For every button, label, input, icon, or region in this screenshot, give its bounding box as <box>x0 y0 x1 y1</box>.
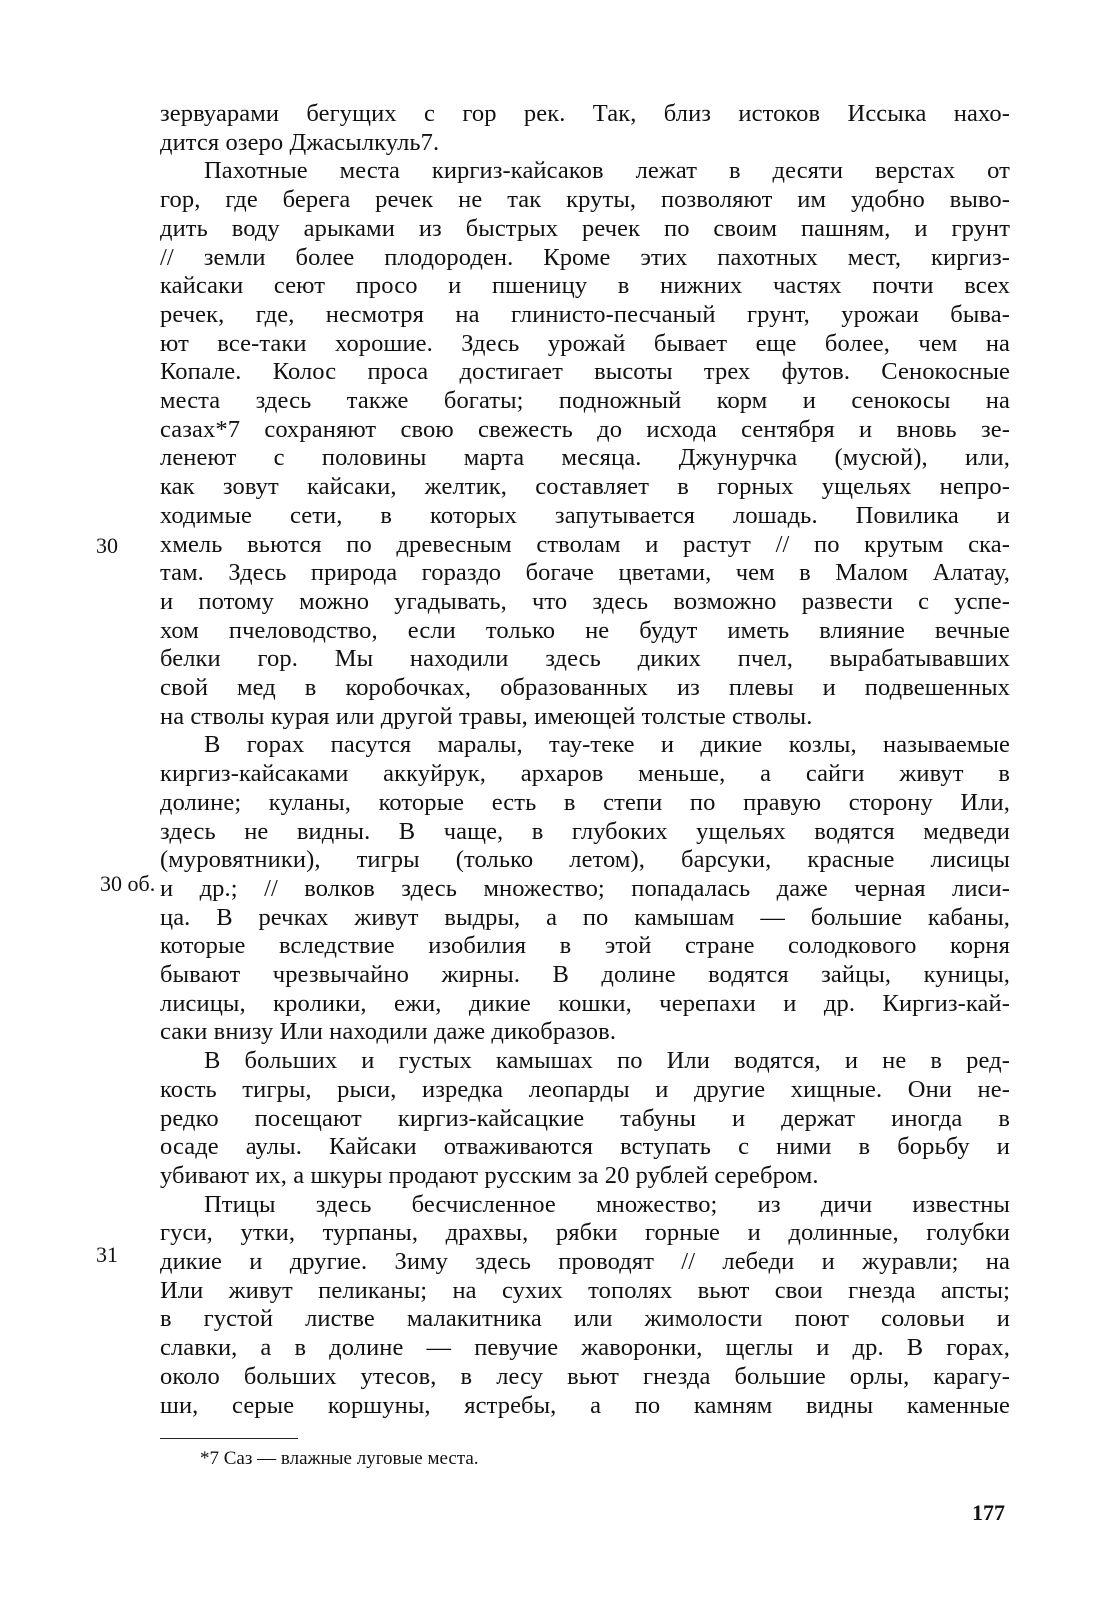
text-line: Птицы здесь бесчисленное множество; из дичи известны <box>204 1190 1010 1218</box>
text-line: дится озеро Джасылкуль7. <box>160 128 440 156</box>
text-line: около больших утесов, в лесу вьют гнезда большие орлы, карагу- <box>160 1362 1010 1390</box>
text-line: гуси, утки, турпаны, драхвы, рябки горные и долинные, голубки <box>160 1219 1010 1247</box>
text-line: дить воду арыками из быстрых речек по своим пашням, и грунт <box>160 214 1010 242</box>
text-line: которые вследствие изобилия в этой стране солодкового корня <box>160 932 1010 960</box>
text-line: ца. В речках живут выдры, а по камышам — большие кабаны, <box>160 903 1010 931</box>
text-line: ют все-таки хорошие. Здесь урожай бывает еще более, чем на <box>160 329 1010 357</box>
text-line: кость тигры, рыси, изредка леопарды и другие хищные. Они не- <box>160 1075 1010 1103</box>
text-line: там. Здесь природа гораздо богаче цветами, чем в Малом Алатау, <box>160 559 1010 587</box>
text-line: В больших и густых камышах по Или водятся, и не в ред- <box>204 1047 1010 1075</box>
text-line: в густой листве малакитника или жимолости поют соловьи и <box>160 1305 1010 1333</box>
text-line: В горах пасутся маралы, тау-теке и дикие козлы, называемые <box>204 731 1010 759</box>
text-line: долине; куланы, которые есть в степи по правую сторону Или, <box>160 788 1010 816</box>
text-line: речек, где, несмотря на глинисто-песчаный грунт, урожаи быва- <box>160 300 1010 328</box>
text-line: сазах*7 сохраняют свою свежесть до исхода сентября и вновь зе- <box>160 415 1010 443</box>
text-line: ходимые сети, в которых запутывается лошадь. Повилика и <box>160 501 1010 529</box>
text-line: киргиз-кайсаками аккуйрук, архаров меньше, а сайги живут в <box>160 760 1010 788</box>
text-line: белки гор. Мы находили здесь диких пчел, вырабатывавших <box>160 645 1010 673</box>
text-line: на стволы курая или другой травы, имеющей толстые стволы. <box>160 702 813 730</box>
text-line: ши, серые коршуны, ястребы, а по камням видны каменные <box>160 1391 1010 1419</box>
text-line: лисицы, кролики, ежи, дикие кошки, черепахи и др. Киргиз-кай- <box>160 989 1010 1017</box>
text-line: убивают их, а шкуры продают русским за 20 рублей серебром. <box>160 1161 819 1189</box>
text-line: славки, а в долине — певучие жаворонки, щеглы и др. В горах, <box>160 1334 1010 1362</box>
text-line: здесь не видны. В чаще, в глубоких ущельях водятся медведи <box>160 817 1010 845</box>
text-line: дикие и другие. Зиму здесь проводят // лебеди и журавли; на <box>160 1248 1010 1275</box>
text-line: ленеют с половины марта месяца. Джунурчка (мусюй), или, <box>160 444 1010 472</box>
text-line: саки внизу Или находили даже дикобразов. <box>160 1018 617 1046</box>
text-line: зервуарами бегущих с гор рек. Так, близ истоков Иссыка нахо- <box>160 100 1010 127</box>
margin-number: 31 <box>96 1242 118 1267</box>
margin-number: 30 <box>96 533 118 558</box>
text-line: свой мед в коробочках, образованных из плевы и подвешенных <box>160 674 1010 701</box>
text-line: осаде аулы. Кайсаки отваживаются вступать с ними в борьбу и <box>160 1133 1010 1161</box>
text-line: Копале. Колос проса достигает высоты трех футов. Сенокосные <box>160 358 1010 386</box>
text-line: и потому можно угадывать, что здесь возможно развести с успе- <box>160 587 1010 615</box>
text-line: Пахотные места киргиз-кайсаков лежат в десяти верстах от <box>204 157 1010 185</box>
text-line: кайсаки сеют просо и пшеницу в нижних частях почти всех <box>160 272 1010 300</box>
text-line: Или живут пеликаны; на сухих тополях вьют свои гнезда апсты; <box>160 1276 1010 1304</box>
footnote-divider <box>160 1438 298 1439</box>
text-line: бывают чрезвычайно жирны. В долине водятся зайцы, куницы, <box>160 961 1010 988</box>
text-line: как зовут кайсаки, желтик, составляет в горных ущельях непро- <box>160 473 1010 501</box>
text-line: (муровятники), тигры (только летом), барсуки, красные лисицы <box>160 846 1010 874</box>
page-number: 177 <box>972 1500 1005 1525</box>
text-line: редко посещают киргиз-кайсацкие табуны и держат иногда в <box>160 1104 1010 1132</box>
text-line: // земли более плодороден. Кроме этих пахотных мест, киргиз- <box>160 243 1010 271</box>
text-line: хом пчеловодство, если только не будут иметь влияние вечные <box>160 616 1010 644</box>
footnote: *7 Саз — влажные луговые места. <box>200 1448 479 1469</box>
margin-number: 30 об. <box>100 871 156 896</box>
text-line: места здесь также богаты; подножный корм и сенокосы на <box>160 387 1010 414</box>
text-line: хмель вьются по древесным стволам и растут // по крутым ска- <box>160 530 1010 558</box>
text-line: гор, где берега речек не так круты, позволяют им удобно выво- <box>160 186 1010 214</box>
text-line: и др.; // волков здесь множество; попадалась даже черная лиси- <box>160 874 1010 902</box>
